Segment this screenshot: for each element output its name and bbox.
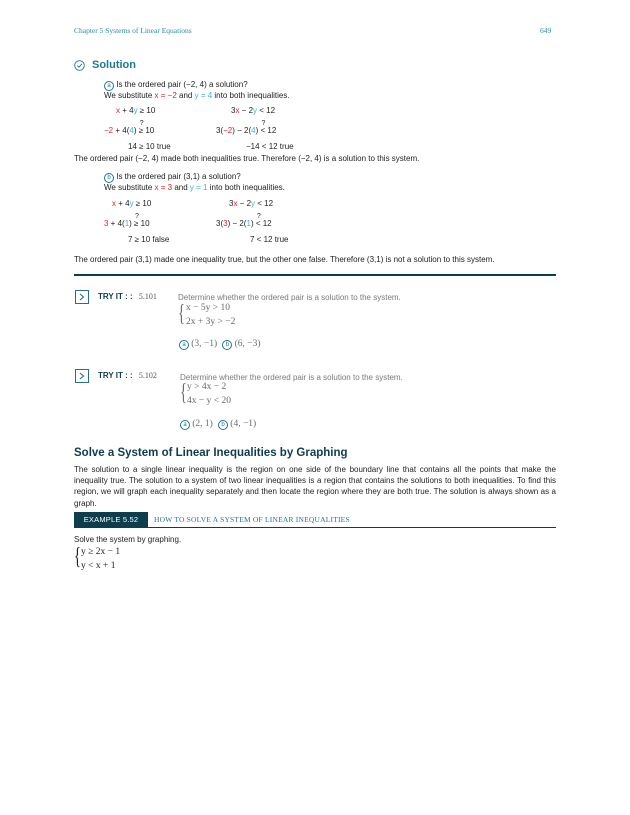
try-it-5-101-brace: {: [178, 301, 185, 327]
part-b-substitution: We substitute x = 3 and y = 1 into both inequalities.: [104, 183, 285, 192]
try-it-5-102-label: TRY IT : : 5.102: [98, 371, 157, 380]
part-a-badge: a: [104, 81, 114, 91]
part-a-substitution: We substitute x = −2 and y = 4 into both inequalities.: [104, 91, 290, 100]
part-b-right-inequality: 3x − 2y < 12: [229, 199, 274, 208]
try-it-5-102-option-b-badge: b: [218, 420, 228, 430]
chevron-right-icon: [79, 293, 85, 301]
example-eq2: y < x + 1: [81, 561, 116, 571]
part-b-left-inequality: x + 4y ≥ 10: [112, 199, 152, 208]
example-prompt: Solve the system by graphing.: [74, 535, 182, 544]
try-it-5-101-toggle[interactable]: [75, 290, 89, 304]
solution-divider: [74, 274, 556, 276]
try-it-5-101-eq1: x − 5y > 10: [186, 303, 230, 313]
try-it-5-102-options: [180, 419, 256, 430]
section-title: Solve a System of Linear Inequalities by Graphing: [74, 447, 348, 459]
try-it-5-102-option-a-badge: a: [180, 420, 190, 430]
chevron-right-icon: [79, 372, 85, 380]
try-it-5-102-prompt: Determine whether the ordered pair is a solution to the system.: [180, 373, 403, 382]
part-a-right-substitution: 3(−2) − 2(4) ? < 12: [216, 120, 277, 135]
part-a-left-inequality: x + 4y ≥ 10: [116, 106, 156, 115]
try-it-5-101-label: TRY IT : : 5.101: [98, 292, 157, 301]
example-title: HOW TO SOLVE A SYSTEM OF LINEAR INEQUALITIES: [154, 515, 350, 524]
part-b-badge: b: [104, 173, 114, 183]
running-header-chapter: Chapter 5 Systems of Linear Equations: [74, 26, 192, 35]
part-a-conclusion: The ordered pair (−2, 4) made both inequalities true. Therefore (−2, 4) is a solution to this system.: [74, 154, 420, 163]
solution-check-icon: [74, 60, 85, 73]
page-number: 649: [540, 26, 552, 35]
try-it-5-102-option-b: (4, −1): [230, 419, 257, 429]
part-b-question: [104, 172, 241, 183]
part-a-left-result: 14 ≥ 10 true: [128, 142, 171, 151]
try-it-5-101-eq2: 2x + 3y > −2: [186, 317, 236, 327]
solution-title: Solution: [92, 59, 136, 71]
part-a-right-result: −14 < 12 true: [246, 142, 294, 151]
example-label: EXAMPLE 5.52: [74, 512, 148, 527]
part-a-question-text: Is the ordered pair (−2, 4) a solution?: [116, 80, 248, 89]
part-b-question-text: Is the ordered pair (3,1) a solution?: [116, 172, 241, 181]
example-header: [74, 512, 556, 528]
try-it-5-101-prompt: Determine whether the ordered pair is a solution to the system.: [178, 293, 401, 302]
try-it-5-102-option-a: (2, 1): [192, 419, 213, 429]
part-a-left-substitution: −2 + 4(4) ? ≥ 10: [104, 120, 155, 135]
part-b-right-substitution: 3(3) − 2(1) ? < 12: [216, 213, 272, 228]
part-b-right-result: 7 < 12 true: [250, 235, 289, 244]
example-brace: {: [74, 544, 81, 570]
try-it-5-102-eq1: y > 4x − 2: [187, 382, 227, 392]
example-eq1: y ≥ 2x − 1: [81, 547, 121, 557]
section-paragraph: The solution to a single linear inequality is the region on one side of the boundary line that contains all the points that make the inequality true. The solution to a system of two linear inequalities is a region that contains the solutions to both inequalities. To find this region, we will graph each inequality separately and then locate the region where they are both true. The solution is always shown as a graph.: [74, 465, 556, 508]
try-it-5-102-brace: {: [180, 380, 187, 406]
part-a-question: [104, 80, 248, 91]
part-a-right-inequality: 3x − 2y < 12: [231, 106, 276, 115]
try-it-5-101-option-a: (3, −1): [191, 339, 218, 349]
try-it-5-101-option-b-badge: b: [222, 340, 232, 350]
try-it-5-102-eq2: 4x − y < 20: [187, 396, 231, 406]
try-it-5-101-option-a-badge: a: [179, 340, 189, 350]
try-it-5-102-toggle[interactable]: [75, 369, 89, 383]
try-it-5-101-options: [179, 339, 261, 350]
part-b-left-result: 7 ≥ 10 false: [128, 235, 170, 244]
part-b-left-substitution: 3 + 4(1) ? ≥ 10: [104, 213, 150, 228]
part-b-conclusion: The ordered pair (3,1) made one inequality true, but the other one false. Therefore (3,1) is not a solution to this system.: [74, 255, 495, 264]
try-it-5-101-option-b: (6, −3): [234, 339, 261, 349]
